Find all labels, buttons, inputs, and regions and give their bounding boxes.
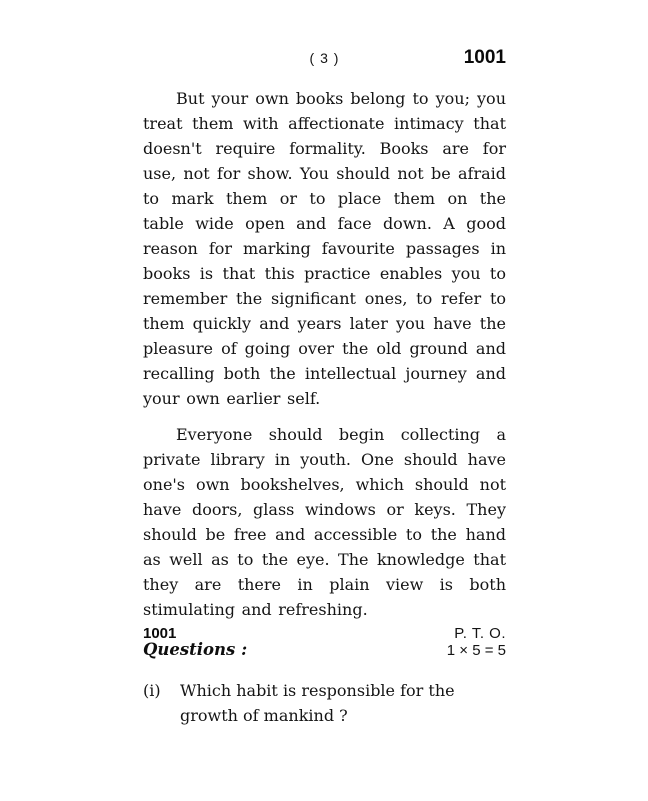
questions-heading-row bbox=[143, 640, 506, 659]
page-header bbox=[143, 47, 506, 70]
passage-paragraph-1: But your own books belong to you; you treat them with affectionate intimacy that doesn't require formality. Books are for use, not for show. You should not be afraid to mark them or to place them on the table wide open and face down. A good reason for marking favourite passages in books is that this practice enables you to remember the significant ones, to refer to them quickly and years later you have the pleasure of going over the old ground and recalling both the intellectual journey and your own earlier self. bbox=[143, 89, 506, 408]
question-text: Which habit is responsible for the growth of mankind ? bbox=[180, 681, 455, 725]
question-number: (i) bbox=[143, 681, 161, 700]
passage-paragraph-2: Everyone should begin collecting a private library in youth. One should have one's own bookshelves, which should not have doors, glass windows or keys. They should be free and accessible to the hand as well as to the eye. The knowledge that they are there in plain view is both stimulating and refreshing. bbox=[143, 425, 506, 619]
paper-code-footer: 1001 bbox=[143, 625, 177, 642]
page-number: ( 3 ) bbox=[309, 50, 340, 66]
marks-scheme: 1 × 5 = 5 bbox=[446, 642, 506, 659]
page-footer bbox=[143, 625, 506, 642]
question-item bbox=[143, 678, 506, 728]
pto-label: P. T. O. bbox=[454, 625, 506, 642]
questions-heading: Questions : bbox=[143, 640, 248, 659]
paper-code-header: 1001 bbox=[463, 47, 506, 68]
